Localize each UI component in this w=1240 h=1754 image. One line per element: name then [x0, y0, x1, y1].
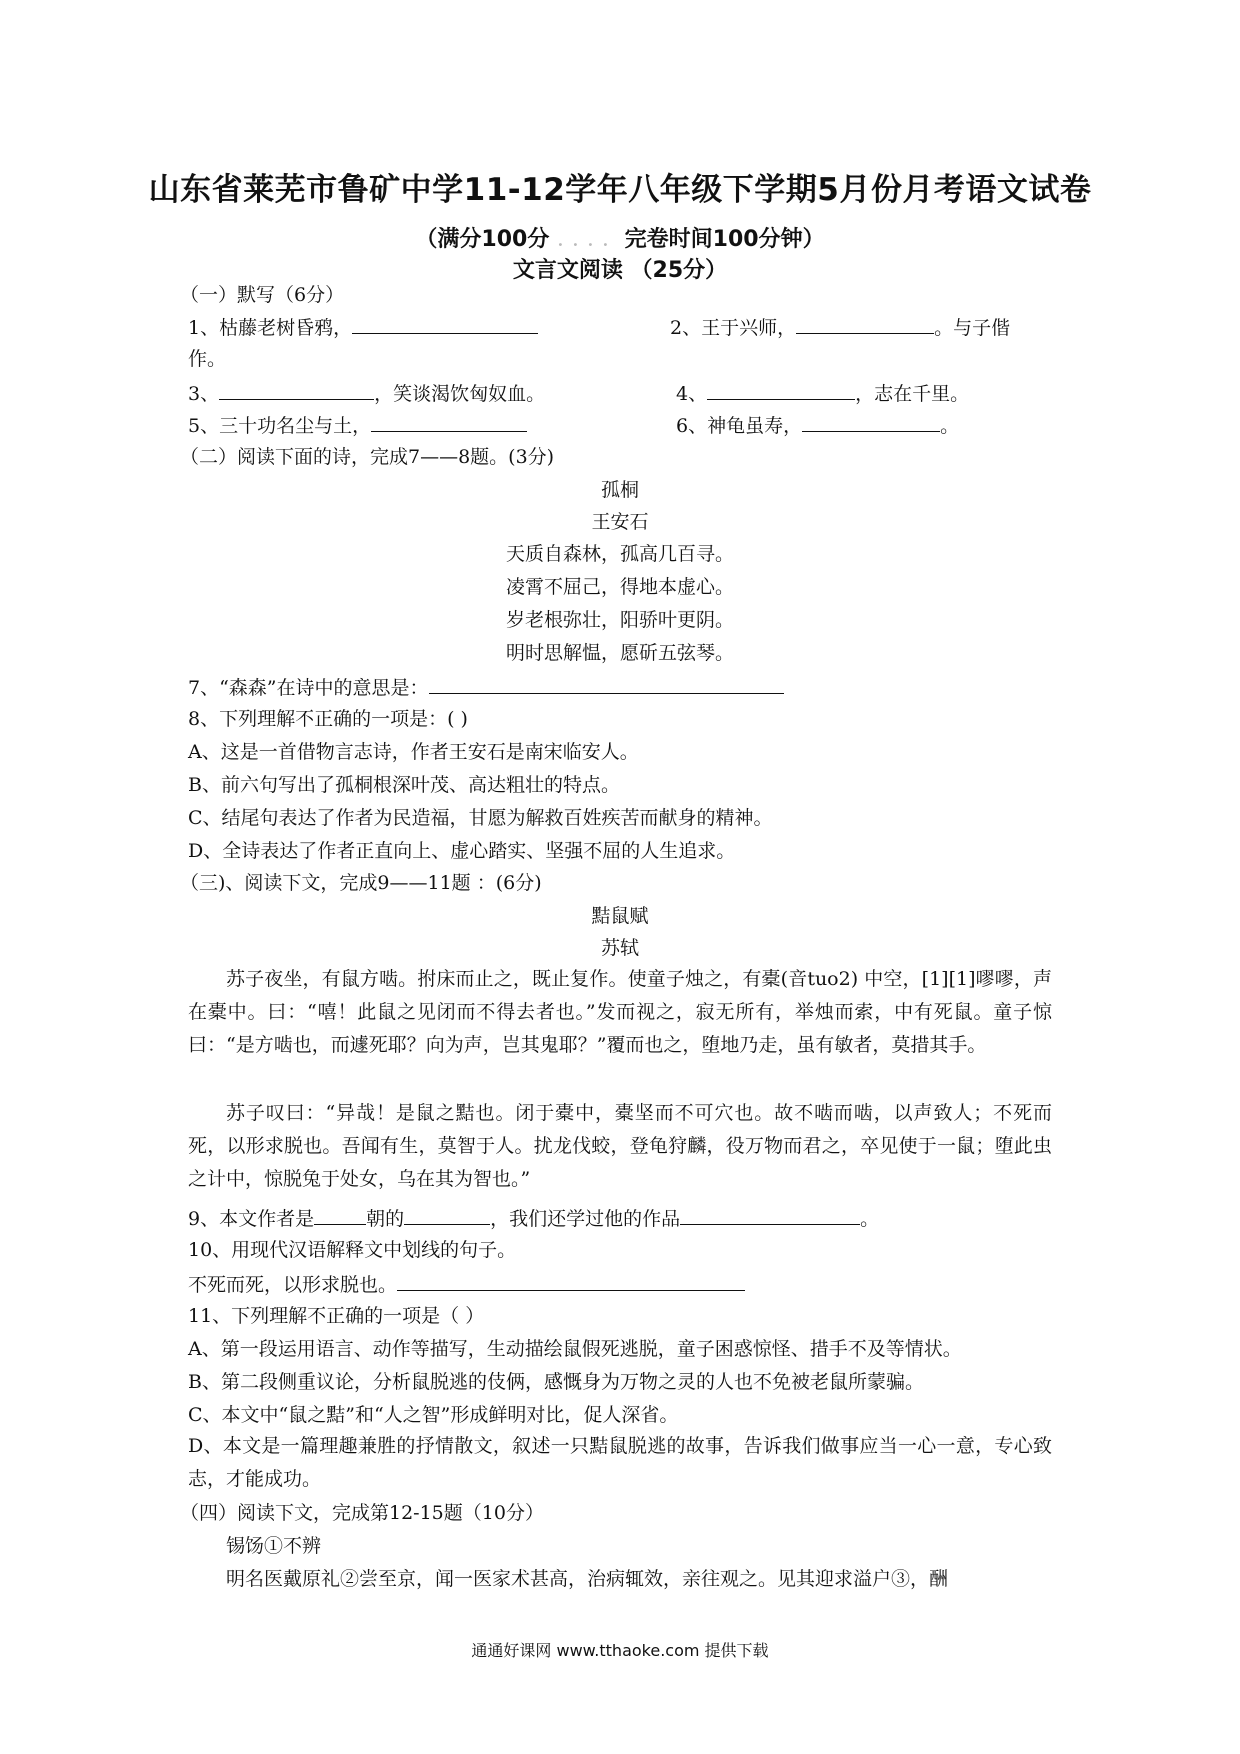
answer-blank[interactable] [371, 411, 527, 432]
poem-line: 岁老根弥壮，阳骄叶更阴。 [505, 609, 734, 631]
question-8-option-a: A、这是一首借物言志诗，作者王安石是南宋临安人。 [188, 741, 639, 763]
classical-text-paragraph-1: 苏子夜坐，有鼠方啮。拊床而止之，既止复作。使童子烛之，有橐(音tuo2) 中空，[1][1]嘐嘐，声在橐中。曰：“嘻！此鼠之见闭而不得去者也。”发而视之，寂无所有，举烛而索，中有死鼠。童子惊曰：“是方啮也，而遽死耶？向为声，岂其鬼耶？”覆而也之，堕地乃走，虽有敏者，莫措其手。 [188, 968, 1052, 1056]
question-2-tail: 。与子偕 [934, 317, 1011, 339]
part2-heading: （二）阅读下面的诗，完成7——8题。(3分) [180, 446, 555, 468]
poem-title: 孤桐 [600, 479, 639, 501]
question-9-text-d: 。 [860, 1208, 880, 1230]
question-6-text: 6、神龟虽寿， [676, 415, 803, 437]
subtitle-time: 完卷时间100分钟） [624, 227, 825, 252]
text-title-4: 锡饧①不辨 [226, 1535, 322, 1557]
question-9-text-b: 朝的 [366, 1208, 405, 1230]
answer-blank[interactable] [352, 313, 538, 334]
question-6 [676, 411, 959, 439]
answer-blank[interactable] [429, 673, 784, 694]
classical-text-4-paragraph-1: 明名医戴原礼②尝至京，闻一医家术甚高，治病辄效，亲往观之。见其迎求溢户③，酬 [226, 1568, 949, 1590]
question-4-text: ，志在千里。 [855, 383, 970, 405]
question-8: 8、下列理解不正确的一项是：( ) [188, 708, 468, 730]
answer-blank[interactable] [680, 1204, 860, 1225]
text-author: 苏轼 [600, 937, 639, 959]
question-3-number: 3、 [188, 383, 220, 405]
part1-heading: （一）默写（6分） [180, 284, 345, 306]
question-9-text-c: ，我们还学过他的作品 [490, 1208, 681, 1230]
subtitle-dots: ．．．． [557, 227, 629, 252]
answer-blank[interactable] [796, 313, 934, 334]
answer-blank[interactable] [397, 1270, 745, 1291]
question-11-option-a: A、第一段运用语言、动作等描写，生动描绘鼠假死逃脱，童子困惑惊怪、措手不及等情状。 [188, 1338, 962, 1360]
question-3-text: ，笑谈渴饮匈奴血。 [374, 383, 546, 405]
question-8-option-d: D、全诗表达了作者正直向上、虚心踏实、坚强不屈的人生追求。 [188, 840, 736, 862]
question-10-sentence-text: 不死而死，以形求脱也。 [188, 1274, 398, 1296]
question-4 [676, 379, 969, 407]
page-footer: 通通好课网 www.tthaoke.com 提供下载 [471, 1641, 769, 1660]
question-9-text-a: 9、本文作者是 [188, 1208, 315, 1230]
answer-blank[interactable] [219, 379, 374, 400]
question-9 [188, 1204, 879, 1232]
question-2-continued: 作。 [188, 348, 227, 370]
question-1-text: 1、枯藤老树昏鸦， [188, 317, 353, 339]
question-6-tail: 。 [940, 415, 960, 437]
answer-blank[interactable] [707, 379, 855, 400]
exam-subtitle [0, 222, 1240, 253]
question-8-option-c: C、结尾句表达了作者为民造福，甘愿为解救百姓疾苦而献身的精神。 [188, 807, 773, 829]
question-10: 10、用现代汉语解释文中划线的句子。 [188, 1239, 517, 1261]
subtitle-full-score: （满分100分 [415, 227, 550, 252]
text-title: 黠鼠赋 [591, 905, 649, 927]
poem-author: 王安石 [591, 511, 649, 533]
poem-line: 凌霄不屈己，得地本虚心。 [505, 576, 734, 598]
question-11-option-b: B、第二段侧重议论，分析鼠脱逃的伎俩，感慨身为万物之灵的人也不免被老鼠所蒙骗。 [188, 1371, 924, 1393]
question-5-text: 5、三十功名尘与土， [188, 415, 372, 437]
classical-text-paragraph-2: 苏子叹曰：“异哉！是鼠之黠也。闭于橐中，橐坚而不可穴也。故不啮而啮，以声致人；不死而死，以形求脱也。吾闻有生，莫智于人。扰龙伐蛟，登龟狩麟，役万物而君之，卒见使于一鼠；堕此虫之计中，惊脱兔于处女，乌在其为智也。” [188, 1102, 1052, 1190]
question-5 [188, 411, 527, 439]
part3-heading: （三)、阅读下文，完成9——11题 ：(6分) [180, 872, 542, 894]
question-1 [188, 313, 538, 341]
question-2-text: 2、王于兴师， [670, 317, 797, 339]
question-11: 11、下列理解不正确的一项是（ ） [188, 1305, 485, 1327]
answer-blank[interactable] [802, 411, 940, 432]
question-11-option-d: D、本文是一篇理趣兼胜的抒情散文，叙述一只黠鼠脱逃的故事，告诉我们做事应当一心一意，专心致志，才能成功。 [188, 1435, 1052, 1490]
poem-line: 明时思解愠，愿斫五弦琴。 [505, 642, 734, 664]
question-10-sentence [188, 1270, 745, 1298]
poem-line: 天质自森林，孤高几百寻。 [505, 543, 734, 565]
question-3 [188, 379, 545, 407]
answer-blank[interactable] [314, 1204, 366, 1225]
question-4-number: 4、 [676, 383, 708, 405]
question-7-text: 7、“森森”在诗中的意思是： [188, 677, 429, 699]
question-8-option-b: B、前六句写出了孤桐根深叶茂、高达粗壮的特点。 [188, 774, 620, 796]
question-2 [670, 313, 1010, 341]
question-7 [188, 673, 784, 701]
section-title: 文言文阅读 （25分） [512, 258, 728, 283]
answer-blank[interactable] [404, 1204, 490, 1225]
question-11-option-c: C、本文中“鼠之黠”和“人之智”形成鲜明对比，促人深省。 [188, 1404, 679, 1426]
exam-title: 山东省莱芜市鲁矿中学11-12学年八年级下学期5月份月考语文试卷 [148, 172, 1092, 208]
part4-heading: （四）阅读下文，完成第12-15题（10分） [180, 1502, 544, 1524]
